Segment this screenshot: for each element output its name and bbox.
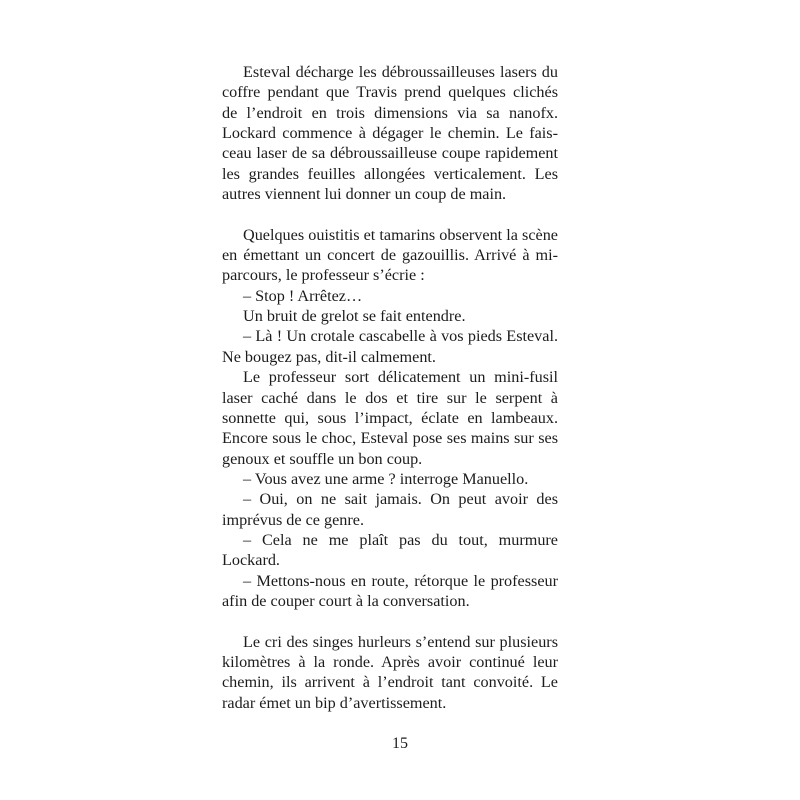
dialogue-line: – Stop ! Arrêtez… [243, 286, 363, 305]
section-break [222, 204, 558, 224]
dialogue-line: – Mettons-nous en route, rétorque le professeur afin de couper court à la conversation. [222, 571, 558, 610]
paragraph: Un bruit de grelot se fait entendre. [243, 307, 466, 326]
section-break [222, 611, 558, 631]
paragraph: Le cri des singes hurleurs s’entend sur plusieurs kilomètres à la ronde. Après avoir continué leur chemin, ils arrivent à l’endroit tant convoité. Le radar émet un bip d’avertissement. [222, 632, 558, 712]
dialogue-line: – Vous avez une arme ? interroge Manuello. [243, 469, 529, 488]
paragraph: Le professeur sort délicatement un mini-fusil laser caché dans le dos et tire sur le serpent à sonnette qui, sous l’impact, éclate en lambeaux. Encore sous le choc, Esteval pose ses mains sur ses genoux et souffle un bon coup. [222, 368, 558, 468]
body-text [222, 62, 558, 713]
paragraph: Quelques ouistitis et tamarins observent la scène en émettant un concert de gazouillis. Arrivé à mi-parcours, le professeur s’écrie : [222, 225, 558, 285]
dialogue-line: – Oui, on ne sait jamais. On peut avoir des imprévus de ce genre. [222, 490, 558, 529]
dialogue-line: – Là ! Un crotale cascabelle à vos pieds Esteval. Ne bougez pas, dit-il calmement. [222, 327, 558, 366]
page-number: 15 [392, 735, 408, 752]
paragraph: Esteval décharge les débroussailleuses lasers du coffre pendant que Travis prend quelques clichés de l’endroit en trois dimensions via sa nanofx. Lockard commence à dégager le chemin. Le faisceau laser de sa débroussailleuse coupe rapidement les grandes feuilles allongées verticalement. Les autres viennent lui donner un coup de main. [222, 63, 558, 204]
dialogue-line: – Cela ne me plaît pas du tout, murmure Lockard. [222, 530, 558, 570]
